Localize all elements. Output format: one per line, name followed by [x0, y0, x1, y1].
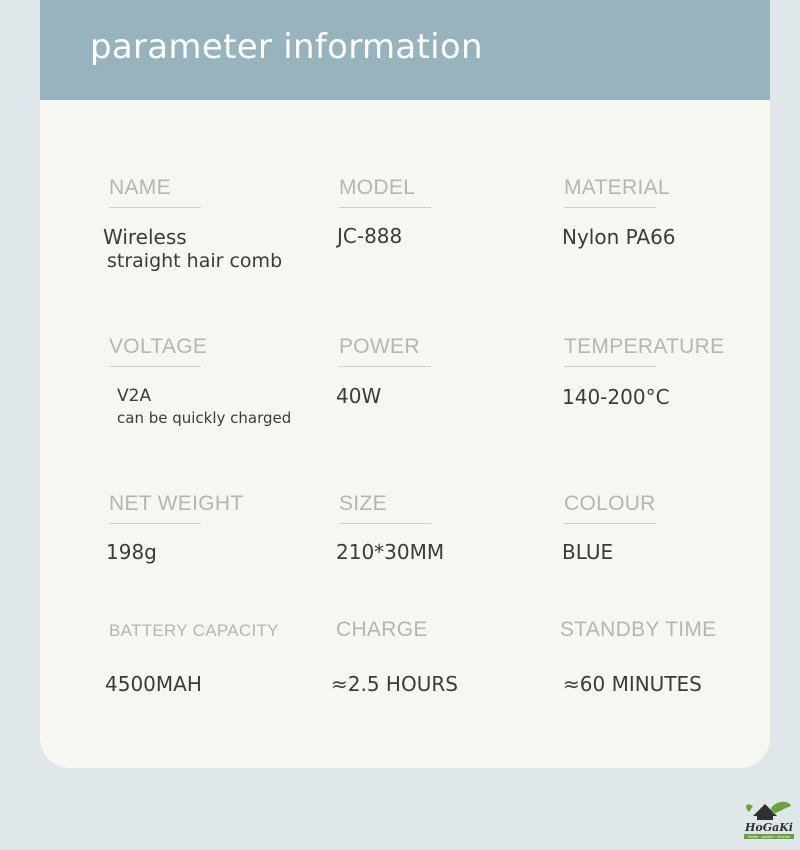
param-colour [564, 492, 656, 524]
param-label: MODEL [339, 176, 416, 199]
param-label: VOLTAGE [109, 335, 208, 358]
param-value: JC-888 [337, 224, 403, 248]
param-model [339, 176, 431, 208]
param-label: TEMPERATURE [564, 335, 725, 358]
param-value: 210*30MM [336, 540, 445, 564]
brand-logo [741, 796, 797, 844]
param-value: ≈60 MINUTES [563, 672, 702, 696]
param-label: POWER [339, 335, 420, 358]
param-value: V2A [117, 386, 152, 406]
param-value: Wireless [103, 225, 187, 249]
label-underline [109, 366, 201, 367]
card-header [40, 0, 770, 100]
label-underline [339, 523, 431, 524]
label-underline [109, 207, 201, 208]
label-underline [109, 523, 201, 524]
param-standby-time [560, 618, 716, 642]
param-label: MATERIAL [564, 176, 670, 199]
house-leaf-icon [741, 796, 797, 844]
param-value: 4500MAH [105, 672, 202, 696]
logo-tagline: Home · garden · kitchen [747, 835, 791, 839]
param-value: ≈2.5 HOURS [331, 672, 458, 696]
param-net-weight [109, 492, 243, 524]
param-material [564, 176, 670, 208]
param-power [339, 335, 431, 367]
param-label: NET WEIGHT [109, 492, 244, 515]
param-voltage [109, 335, 207, 367]
param-label: CHARGE [336, 618, 428, 641]
param-value: 140-200°C [562, 385, 670, 409]
param-label: STANDBY TIME [560, 618, 717, 641]
page-title: parameter information [90, 27, 483, 67]
label-underline [564, 523, 656, 524]
label-underline [339, 366, 431, 367]
param-temperature [564, 335, 724, 367]
label-underline [564, 366, 656, 367]
logo-wordmark: HoGaKi [745, 821, 793, 834]
param-battery-capacity [109, 621, 279, 641]
param-value: BLUE [562, 540, 614, 564]
param-charge [336, 618, 428, 642]
param-value: 40W [336, 384, 382, 408]
param-label: NAME [109, 176, 171, 199]
param-label: COLOUR [564, 492, 656, 515]
label-underline [339, 207, 431, 208]
param-value-line2: straight hair comb [107, 250, 283, 272]
param-value-line2: can be quickly charged [117, 409, 292, 427]
param-value: Nylon PA66 [562, 225, 676, 249]
label-underline [564, 207, 656, 208]
param-label: BATTERY CAPACITY [109, 621, 279, 640]
param-name [109, 176, 201, 208]
parameter-card [40, 0, 770, 768]
param-size [339, 492, 431, 524]
param-value: 198g [106, 540, 157, 564]
param-label: SIZE [339, 492, 387, 515]
